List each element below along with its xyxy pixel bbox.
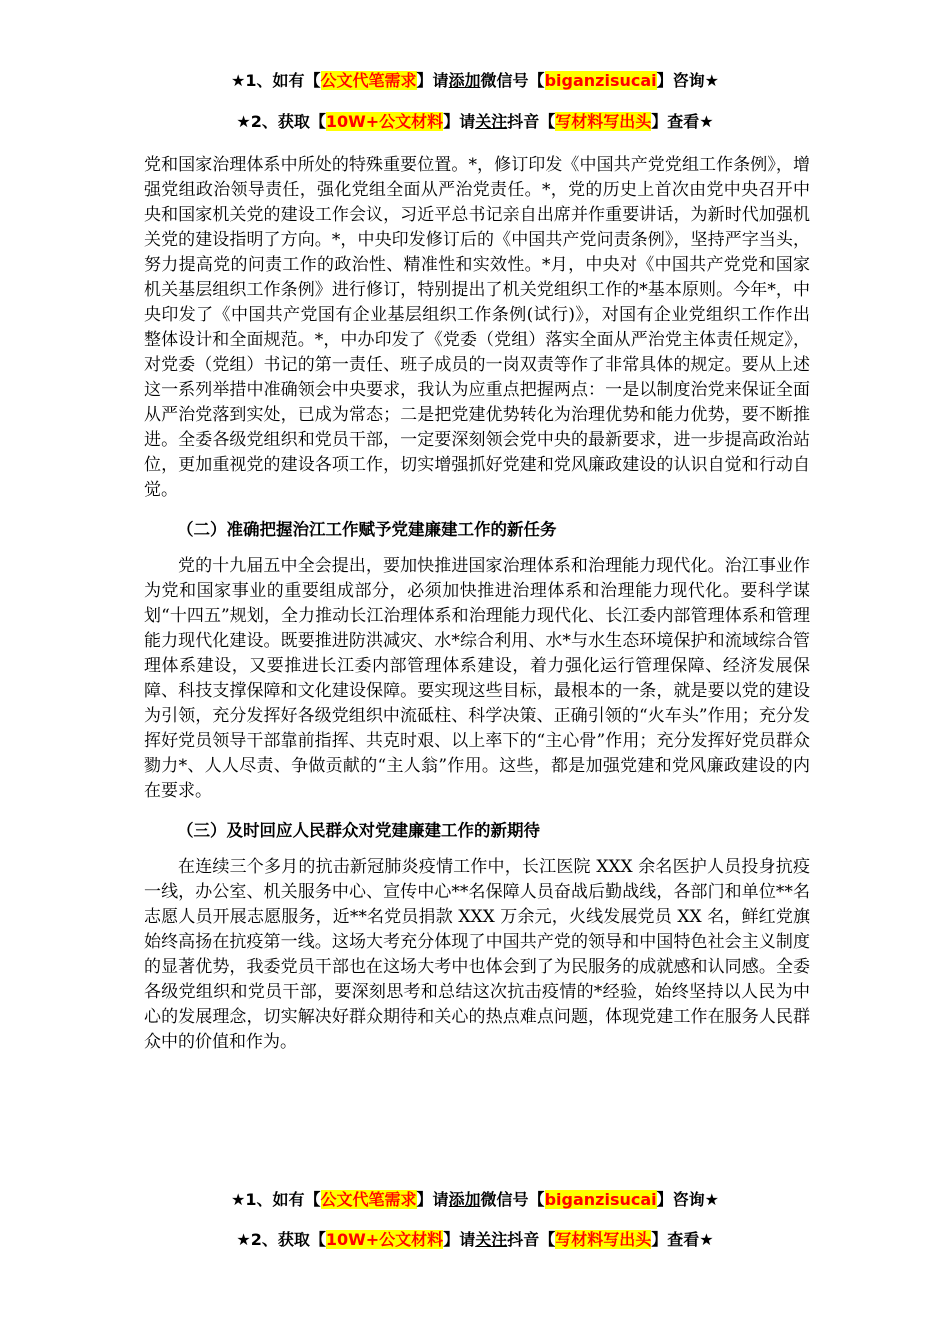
promo-line-2-top xyxy=(0,111,950,133)
document-body xyxy=(144,153,810,1055)
promo-underline: 添加 xyxy=(448,71,481,90)
promo-text: 】咨询★ xyxy=(656,1190,719,1209)
promo-text: ★2、获取【 xyxy=(236,112,326,131)
promo-underline: 关注 xyxy=(475,1230,508,1249)
paragraph-section-3: 在连续三个多月的抗击新冠肺炎疫情工作中，长江医院 XXX 余名医护人员投身抗疫一线，办公室、机关服务中心、宣传中心**名保障人员奋战后勤战线，各部门和单位**名志愿人员开展志愿服务，近**名党员捐款 XXX 万余元，火线发展党员 XX 名，鲜红党旗始终高扬在抗疫第一线。这场大考充分体现了中国共产党的领导和中国特色社会主义制度的显著优势，我委党员干部也在这场大考中也体会到了为民服务的成就感和认同感。全委各级党组织和党员干部，要深刻思考和总结这次抗击疫情的*经验，始终坚持以人民为中心的发展理念，切实解决好群众期待和关心的热点难点问题，体现党建工作在服务人民群众中的价值和作为。 xyxy=(144,857,810,1052)
promo-text: 微信号【 xyxy=(480,71,545,90)
promo-underline: 添加 xyxy=(448,1190,481,1209)
promo-text: 】查看★ xyxy=(651,112,714,131)
promo-highlight: 公文代笔需求 xyxy=(320,1190,417,1209)
promo-highlight: 10W+公文材料 xyxy=(325,1230,444,1249)
promo-highlight-wechat-id: biganzisucai xyxy=(544,1190,657,1209)
promo-underline: 关注 xyxy=(475,112,508,131)
promo-text: 抖音【 xyxy=(507,112,556,131)
promo-line-2-bottom xyxy=(0,1229,950,1251)
promo-text: ★1、如有【 xyxy=(231,71,321,90)
section-heading-2: （二）准确把握治江工作赋予党建廉建工作的新任务 xyxy=(177,520,557,539)
paragraph-section-2: 党的十九届五中全会提出，要加快推进国家治理体系和治理能力现代化。治江事业作为党和国家事业的重要组成部分，必须加快推进治理体系和治理能力现代化。要科学谋划“十四五”规划，全力推动长江治理体系和治理能力现代化、长江委内部管理体系和管理能力现代化建设。既要推进防洪减灾、水*综合利用、水*与水生态环境保护和流域综合管理体系建设，又要推进长江委内部管理体系建设，着力强化运行管理保障、经济发展保障、科技支撑保障和文化建设保障。要实现这些目标，最根本的一条，就是要以党的建设为引领，充分发挥好各级党组织中流砥柱、科学决策、正确引领的“火车头”作用；充分发挥好党员领导干部靠前指挥、共克时艰、以上率下的“主心骨”作用；充分发挥好党员群众勠力*、人人尽责、争做贡献的“主人翁”作用。这些，都是加强党建和党风廉政建设的内在要求。 xyxy=(144,556,810,801)
promo-text: 抖音【 xyxy=(507,1230,556,1249)
promo-text: 】请 xyxy=(443,112,476,131)
promo-text: 】请 xyxy=(416,71,449,90)
promo-highlight-wechat-id: biganzisucai xyxy=(544,71,657,90)
promo-text: 微信号【 xyxy=(480,1190,545,1209)
promo-text: 】请 xyxy=(416,1190,449,1209)
promo-line-1-bottom xyxy=(0,1189,950,1211)
promo-text: 】请 xyxy=(443,1230,476,1249)
promo-text: ★2、获取【 xyxy=(236,1230,326,1249)
paragraph-continued: 党和国家治理体系中所处的特殊重要位置。*，修订印发《中国共产党党组工作条例》，增强党组政治领导责任，强化党组全面从严治党责任。*，党的历史上首次由党中央召开中央和国家机关党的建设工作会议，习近平总书记亲自出席并作重要讲话，为新时代加强机关党的建设指明了方向。*，中央印发修订后的《中国共产党问责条例》，坚持严字当头，努力提高党的问责工作的政治性、精准性和实效性。*月，中央对《中国共产党党和国家机关基层组织工作条例》进行修订，特别提出了机关党组织工作的*基本原则。今年*，中央印发了《中国共产党国有企业基层组织工作条例(试行)》，对国有企业党组织工作作出整体设计和全面规范。*，中办印发了《党委（党组）落实全面从严治党主体责任规定》，对党委（党组）书记的第一责任、班子成员的一岗双责等作了非常具体的规定。要从上述这一系列举措中准确领会中央要求，我认为应重点把握两点：一是以制度治党来保证全面从严治党落到实处，已成为常态；二是把党建优势转化为治理优势和能力优势，要不断推进。全委各级党组织和党员干部，一定要深刻领会党中央的最新要求，进一步提高政治站位，更加重视党的建设各项工作，切实增强抓好党建和党风廉政建设的认识自觉和行动自觉。 xyxy=(144,155,810,500)
promo-highlight-douyin: 写材料写出头 xyxy=(555,1230,652,1249)
promo-highlight: 公文代笔需求 xyxy=(320,71,417,90)
promo-text: ★1、如有【 xyxy=(231,1190,321,1209)
section-heading-3: （三）及时回应人民群众对党建廉建工作的新期待 xyxy=(177,821,540,840)
promo-highlight-douyin: 写材料写出头 xyxy=(555,112,652,131)
promo-highlight: 10W+公文材料 xyxy=(325,112,444,131)
promo-text: 】查看★ xyxy=(651,1230,714,1249)
promo-text: 】咨询★ xyxy=(656,71,719,90)
promo-line-1-top xyxy=(0,70,950,92)
